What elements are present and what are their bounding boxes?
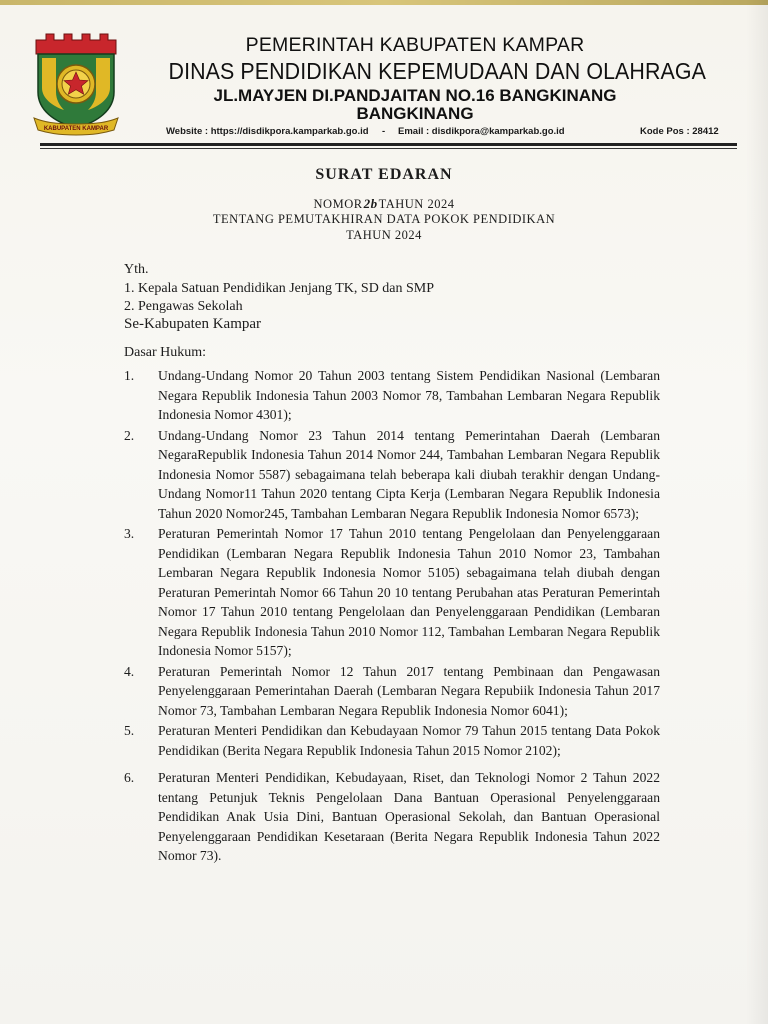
number-suffix: TAHUN 2024 <box>378 197 455 211</box>
letterhead-email: Email : disdikpora@kamparkab.go.id <box>398 126 565 137</box>
list-item-text: Peraturan Menteri Pendidikan, Kebudayaan, Riset, dan Teknologi Nomor 2 Tahun 2022 tentang Petunjuk Teknis Pengelolaan Dana Bantuan Operasional Penyelenggaraan Pendidikan Anak Usia Dini, Bantuan Operasional Sekolah, dan Bantuan Operasional Penyelenggaraan Pendidikan Kesetaraan (Berita Negara Republik Indonesia Tahun 2022 Nomor 73). <box>158 770 660 863</box>
document-number <box>0 196 768 212</box>
letterhead-rule-thin <box>40 148 737 149</box>
salutation: Yth. <box>124 262 149 277</box>
letterhead-website: Website : https://disdikpora.kamparkab.go.id <box>166 126 369 137</box>
list-item-text: Undang-Undang Nomor 23 Tahun 2014 tentang Pemerintahan Daerah (Lembaran NegaraRepublik Indonesia Tahun 2014 Nomor 244, Tambahan Lembaran Negara Republik Indonesia Nomor 5587) sebagaimana telah beberapa kali diubah terakhir dengan Undang-Undang Nomor11 Tahun 2020 tentang Cipta Kerja (Lembaran Negara Republik Indonesia Tahun 2020 Nomor245, Tambahan Lembaran Negara Republik Indonesia Nomor 6573); <box>158 427 660 521</box>
kampar-regency-emblem <box>30 32 122 138</box>
letterhead-rule-thick <box>40 143 737 146</box>
legal-basis-list <box>124 366 660 867</box>
list-item <box>124 662 660 721</box>
top-edge-strip <box>0 0 768 5</box>
addressee-region: Se-Kabupaten Kampar <box>124 316 262 332</box>
number-prefix: NOMOR <box>313 197 363 211</box>
number-handwritten: 2b <box>363 196 378 211</box>
list-item-text: Peraturan Pemerintah Nomor 12 Tahun 2017 tentang Pembinaan dan Pengawasan Penyelenggaraan Pemerintahan Daerah (Lembaran Negara Repubiik Indonesia Tahun 2017 Nomor 73, Tambahan Lembaran Negara Republik Indonesia Nomor 6041); <box>158 663 660 718</box>
document-subject: TENTANG PEMUTAKHIRAN DATA POKOK PENDIDIKAN <box>212 212 556 226</box>
list-item-number: 1. <box>124 368 135 383</box>
list-item-text: Undang-Undang Nomor 20 Tahun 2003 tentang Sistem Pendidikan Nasional (Lembaran Negara Republik Indonesia Tahun 2003 Nomor 78, Tambahan Lembaran Negara Republik Indonesia Nomor 4301); <box>158 368 660 422</box>
list-item-number: 2. <box>124 427 135 443</box>
addressee-1: 1. Kepala Satuan Pendidikan Jenjang TK, SD dan SMP <box>124 281 435 296</box>
addressee-2: 2. Pengawas Sekolah <box>124 299 243 314</box>
letterhead-agency: DINAS PENDIDIKAN KEPEMUDAAN DAN OLAHRAGA <box>168 58 706 84</box>
list-item <box>124 366 660 425</box>
document-heading: SURAT EDARAN <box>315 166 453 183</box>
list-item-text: Peraturan Menteri Pendidikan dan Kebudayaan Nomor 79 Tahun 2015 tentang Data Pokok Pendidikan (Berita Negara Republik Indonesia Tahun 2015 Nomor 2102); <box>158 723 660 758</box>
document-subject-year: TAHUN 2024 <box>346 228 422 242</box>
legal-basis-heading: Dasar Hukum: <box>124 345 207 360</box>
list-item-text: Peraturan Pemerintah Nomor 17 Tahun 2010 tentang Pengelolaan dan Penyelenggaraan Pendidikan (Lembaran Negara Republik Indonesia Tahun 2010 Nomor 23, Tambahan Lembaran Negara Republik Indonesia Nomor 5105) sebagaimana telah diubah dengan Peraturan Pemerintah Nomor 66 Tahun 20 10 tentang Perubahan atas Peraturan Pemerintah Nomor 17 Tahun 2010 tentang Pengelolaan dan Penyelenggaraan Pendidikan (Lembaran Negara Republik Indonesia Tahun 2010 Nomor 112, Tambahan Lembaran Negara Republik Indonesia Nomor 5157); <box>158 526 660 658</box>
list-item-number: 5. <box>124 723 135 738</box>
letterhead-city: BANGKINANG <box>356 104 474 123</box>
letterhead-address: JL.MAYJEN DI.PANDJAITAN NO.16 BANGKINANG <box>213 86 617 105</box>
list-item-number: 6. <box>124 770 135 785</box>
letterhead-separator: - <box>382 126 386 137</box>
letterhead-government: PEMERINTAH KABUPATEN KAMPAR <box>245 34 585 56</box>
list-item-number: 4. <box>124 663 135 679</box>
letterhead-postal-code: Kode Pos : 28412 <box>640 126 719 137</box>
list-item <box>124 426 660 524</box>
list-item-number: 3. <box>124 526 135 541</box>
list-item <box>124 524 660 661</box>
list-item <box>124 768 660 866</box>
emblem-ribbon-text: KABUPATEN KAMPAR <box>43 126 109 132</box>
list-item <box>124 721 660 760</box>
page-shadow <box>746 0 768 1024</box>
